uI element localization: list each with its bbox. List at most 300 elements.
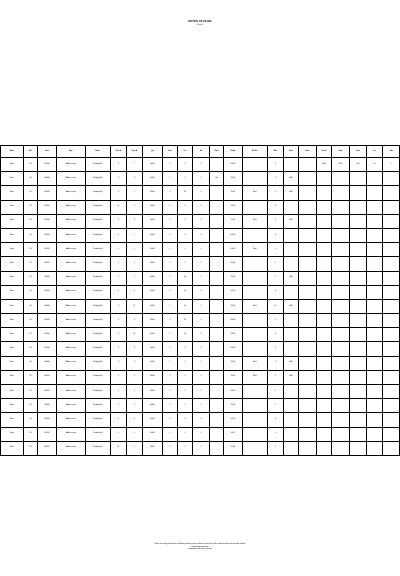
table-cell: 00 00 xyxy=(224,271,243,285)
table-cell: 0 xyxy=(383,158,400,172)
table-cell: 00 00 xyxy=(224,200,243,214)
column-header: Code B xyxy=(127,146,143,158)
table-cell: 0 xyxy=(127,285,143,299)
table-cell xyxy=(298,342,317,356)
table-cell xyxy=(366,257,383,271)
table-cell xyxy=(350,342,367,356)
table-row xyxy=(1,314,400,328)
table-cell: Name xyxy=(1,228,24,242)
column-header: Dur xyxy=(177,146,193,158)
table-cell xyxy=(383,385,400,399)
table-cell xyxy=(383,186,400,200)
table-cell: KS xyxy=(23,214,37,228)
table-cell: 00000 xyxy=(317,158,331,172)
table-cell: KS xyxy=(23,299,37,313)
table-cell xyxy=(366,441,383,455)
table-cell xyxy=(366,186,383,200)
table-cell: 0 xyxy=(267,385,284,399)
table-cell: Address entry xyxy=(56,441,85,455)
table-row xyxy=(1,356,400,370)
table-cell xyxy=(209,328,223,342)
table-cell: 0000 xyxy=(284,370,298,384)
table-cell: 0 xyxy=(177,399,193,413)
table-cell: 0 xyxy=(163,441,177,455)
table-cell xyxy=(209,186,223,200)
column-header: Units xyxy=(298,146,317,158)
table-cell: 00/00/0 xyxy=(38,200,57,214)
table-cell xyxy=(209,158,223,172)
table-cell xyxy=(284,228,298,242)
table-cell xyxy=(298,328,317,342)
table-cell xyxy=(298,228,317,242)
table-cell: Pend xyxy=(242,186,267,200)
footnote-line: Filing number and date xyxy=(191,545,209,548)
table-cell: 0 xyxy=(127,257,143,271)
table-cell: KS xyxy=(23,370,37,384)
table-cell: 0 xyxy=(193,441,210,455)
table-cell: Name xyxy=(1,328,24,342)
table-cell: Pending filed xyxy=(85,285,110,299)
table-cell: 0 xyxy=(163,271,177,285)
table-cell: Name xyxy=(1,200,24,214)
table-cell xyxy=(284,257,298,271)
table-cell xyxy=(298,243,317,257)
table-cell xyxy=(331,186,350,200)
table-cell xyxy=(317,186,331,200)
table-cell: 0 xyxy=(193,413,210,427)
table-cell: Name xyxy=(1,413,24,427)
table-cell: Address entry xyxy=(56,257,85,271)
column-header: Date xyxy=(38,146,57,158)
table-header-row xyxy=(1,146,400,158)
table-cell: 0000 xyxy=(284,172,298,186)
table-cell: 00000 xyxy=(224,228,243,242)
table-cell: 0 xyxy=(127,200,143,214)
table-cell xyxy=(331,328,350,342)
table-cell: 0 xyxy=(267,427,284,441)
table-cell xyxy=(242,257,267,271)
table-cell: 0 xyxy=(110,342,127,356)
table-cell xyxy=(298,314,317,328)
table-cell xyxy=(383,328,400,342)
table-cell: Address entry xyxy=(56,172,85,186)
table-cell: 00/00/0 xyxy=(38,158,57,172)
table-cell: Pending filed xyxy=(85,228,110,242)
table-cell: 00/00/0 xyxy=(38,186,57,200)
table-cell: 0 xyxy=(267,271,284,285)
table-cell: 0 xyxy=(193,285,210,299)
table-cell: Pending filed xyxy=(85,413,110,427)
table-cell: 0 xyxy=(163,342,177,356)
table-cell: 0 xyxy=(177,172,193,186)
column-header: Qty xyxy=(142,146,163,158)
table-cell xyxy=(331,385,350,399)
table-cell xyxy=(383,285,400,299)
table-cell: 0 xyxy=(163,158,177,172)
table-cell: 0 xyxy=(163,370,177,384)
table-cell: 00 xyxy=(177,299,193,313)
table-cell xyxy=(383,399,400,413)
table-cell: KS xyxy=(23,413,37,427)
table-cell: KS xyxy=(23,399,37,413)
table-cell xyxy=(350,257,367,271)
table-cell: 10 xyxy=(127,299,143,313)
table-cell xyxy=(383,441,400,455)
table-row xyxy=(1,342,400,356)
table-cell xyxy=(209,200,223,214)
table-cell xyxy=(366,172,383,186)
table-cell: Address entry xyxy=(56,328,85,342)
table-cell: 0000 xyxy=(284,214,298,228)
table-cell: 0 xyxy=(267,243,284,257)
table-cell: Pending filed xyxy=(85,299,110,313)
table-cell: 0 xyxy=(110,427,127,441)
table-cell: KS xyxy=(23,257,37,271)
table-cell xyxy=(284,243,298,257)
table-cell: 00 00 xyxy=(224,299,243,313)
table-cell: KS xyxy=(23,158,37,172)
table-cell: 00000 xyxy=(142,243,163,257)
table-cell: 00000 xyxy=(142,342,163,356)
table-cell: Pending filed xyxy=(85,356,110,370)
table-cell xyxy=(383,172,400,186)
table-cell: 0 xyxy=(193,200,210,214)
table-cell xyxy=(317,271,331,285)
table-cell xyxy=(242,413,267,427)
table-cell: 0000 xyxy=(284,356,298,370)
table-cell: Pending filed xyxy=(85,200,110,214)
table-cell xyxy=(298,172,317,186)
table-cell: 0 xyxy=(163,385,177,399)
table-cell xyxy=(284,314,298,328)
table-cell: 00000 xyxy=(142,186,163,200)
table-cell: 00000 xyxy=(142,399,163,413)
table-cell: Name xyxy=(1,172,24,186)
table-cell: 00000 xyxy=(142,370,163,384)
table-cell: 0 xyxy=(177,243,193,257)
table-cell xyxy=(242,228,267,242)
table-cell: 0 xyxy=(163,413,177,427)
table-cell: Address entry xyxy=(56,385,85,399)
document-title: NOTICE OF FILING xyxy=(188,20,212,23)
table-cell: 00/00/0 xyxy=(38,172,57,186)
table-cell: 0 xyxy=(193,158,210,172)
table-cell: Pending filed xyxy=(85,314,110,328)
table-cell xyxy=(366,299,383,313)
table-cell: Name xyxy=(1,370,24,384)
table-cell xyxy=(242,285,267,299)
table-cell xyxy=(350,271,367,285)
table-cell xyxy=(317,214,331,228)
table-cell: 0 xyxy=(127,413,143,427)
table-cell: Pend xyxy=(242,243,267,257)
table-cell: 00/00/0 xyxy=(38,385,57,399)
table-cell xyxy=(209,228,223,242)
table-cell xyxy=(242,314,267,328)
table-cell xyxy=(242,200,267,214)
table-cell: 0 xyxy=(163,399,177,413)
table-cell: 0 xyxy=(110,314,127,328)
table-cell xyxy=(383,314,400,328)
table-cell: Lien xyxy=(209,172,223,186)
table-cell: 00000 xyxy=(224,243,243,257)
column-header: Name xyxy=(1,146,24,158)
table-cell: 0 xyxy=(267,200,284,214)
table-cell: Name xyxy=(1,441,24,455)
table-cell: 1 xyxy=(127,228,143,242)
table-cell: 0 xyxy=(127,314,143,328)
table-cell: 00/00/0 xyxy=(38,243,57,257)
table-cell xyxy=(209,385,223,399)
table-cell xyxy=(298,370,317,384)
table-cell: 0 xyxy=(177,356,193,370)
table-cell: 0 xyxy=(110,243,127,257)
table-cell: 0 xyxy=(193,271,210,285)
table-cell xyxy=(366,370,383,384)
table-cell xyxy=(209,243,223,257)
table-cell: Name xyxy=(1,243,24,257)
table-cell: 00 00 xyxy=(224,399,243,413)
table-row xyxy=(1,413,400,427)
table-cell xyxy=(350,299,367,313)
table-cell: 0 xyxy=(127,385,143,399)
table-cell: 0 xyxy=(177,214,193,228)
table-cell: 0 xyxy=(127,342,143,356)
table-cell: 0 xyxy=(163,328,177,342)
table-cell xyxy=(298,441,317,455)
table-cell xyxy=(366,200,383,214)
table-cell xyxy=(331,257,350,271)
table-row xyxy=(1,200,400,214)
table-cell: 0 xyxy=(127,370,143,384)
column-header: Level xyxy=(284,146,298,158)
column-header: Amt xyxy=(163,146,177,158)
table-cell: 0 xyxy=(110,328,127,342)
table-cell: 0 xyxy=(110,299,127,313)
table-cell xyxy=(317,413,331,427)
table-cell xyxy=(383,200,400,214)
table-cell xyxy=(209,356,223,370)
table-cell xyxy=(209,314,223,328)
table-cell: Address entry xyxy=(56,299,85,313)
table-cell: Pending filed xyxy=(85,385,110,399)
column-header: Grade xyxy=(224,146,243,158)
table-cell: 00/00/0 xyxy=(38,342,57,356)
table-cell xyxy=(284,342,298,356)
table-cell: KS xyxy=(23,271,37,285)
table-cell: 0 xyxy=(163,172,177,186)
table-cell: Pending filed xyxy=(85,186,110,200)
table-row xyxy=(1,370,400,384)
table-cell: 0 xyxy=(267,228,284,242)
table-cell xyxy=(317,228,331,242)
table-cell: KS xyxy=(23,186,37,200)
table-cell: 0 xyxy=(177,228,193,242)
table-cell: 00000 xyxy=(142,285,163,299)
column-header: Sub xyxy=(383,146,400,158)
table-cell xyxy=(366,342,383,356)
table-cell xyxy=(284,385,298,399)
table-cell: 0 xyxy=(163,186,177,200)
table-cell: 0 xyxy=(193,427,210,441)
table-cell: 0 xyxy=(110,257,127,271)
table-cell xyxy=(209,413,223,427)
table-cell: 0 xyxy=(163,299,177,313)
table-cell: 00000 xyxy=(142,413,163,427)
table-cell: 0 xyxy=(163,427,177,441)
table-cell: 00/00/0 xyxy=(38,285,57,299)
table-cell xyxy=(298,186,317,200)
table-cell xyxy=(350,385,367,399)
table-cell: 0 xyxy=(193,385,210,399)
table-cell xyxy=(331,299,350,313)
table-cell xyxy=(366,314,383,328)
table-cell xyxy=(317,370,331,384)
table-cell xyxy=(383,356,400,370)
table-cell xyxy=(242,172,267,186)
table-cell xyxy=(383,342,400,356)
table-cell xyxy=(350,314,367,328)
table-cell: 00 00 xyxy=(224,370,243,384)
table-cell xyxy=(298,257,317,271)
table-cell: 0 xyxy=(267,399,284,413)
table-cell: 0 xyxy=(267,186,284,200)
table-cell xyxy=(298,214,317,228)
table-cell xyxy=(284,158,298,172)
table-cell: Address entry xyxy=(56,413,85,427)
table-cell xyxy=(331,356,350,370)
table-cell: 0 xyxy=(267,314,284,328)
table-cell xyxy=(366,214,383,228)
table-cell xyxy=(317,356,331,370)
table-cell: 0 xyxy=(163,243,177,257)
table-cell: 0 xyxy=(110,172,127,186)
table-cell: 0 xyxy=(193,299,210,313)
table-cell: Address entry xyxy=(56,370,85,384)
table-cell: 0 xyxy=(110,158,127,172)
table-cell: 0 xyxy=(110,271,127,285)
table-cell: Pending filed xyxy=(85,399,110,413)
table-cell: Address entry xyxy=(56,356,85,370)
table-cell: Name xyxy=(1,427,24,441)
table-cell: Address entry xyxy=(56,271,85,285)
table-cell: KS xyxy=(23,314,37,328)
table-cell xyxy=(366,243,383,257)
table-cell: 00/00/0 xyxy=(38,299,57,313)
table-cell xyxy=(366,413,383,427)
table-cell: 00000 xyxy=(142,427,163,441)
table-row xyxy=(1,271,400,285)
table-cell: 00/00/0 xyxy=(38,399,57,413)
table-cell: 0 xyxy=(110,399,127,413)
table-cell: Address entry xyxy=(56,186,85,200)
table-row xyxy=(1,399,400,413)
table-cell xyxy=(350,399,367,413)
table-cell xyxy=(242,441,267,455)
table-cell: 00/00/0 xyxy=(38,328,57,342)
table-cell: 0 xyxy=(177,342,193,356)
table-cell: Name xyxy=(1,271,24,285)
table-row xyxy=(1,328,400,342)
table-cell: 0 xyxy=(193,257,210,271)
table-cell: 0 xyxy=(110,228,127,242)
table-cell: KS xyxy=(23,172,37,186)
table-cell xyxy=(383,427,400,441)
table-cell xyxy=(209,271,223,285)
table-cell xyxy=(383,257,400,271)
table-cell: 0 xyxy=(110,186,127,200)
table-cell: Address entry xyxy=(56,200,85,214)
table-cell xyxy=(331,441,350,455)
table-cell: 00000 xyxy=(224,385,243,399)
table-cell: KS xyxy=(23,342,37,356)
table-cell: 00000 xyxy=(224,158,243,172)
table-cell xyxy=(350,228,367,242)
table-cell xyxy=(209,342,223,356)
table-cell xyxy=(298,271,317,285)
table-cell xyxy=(298,158,317,172)
table-cell: 0 xyxy=(110,370,127,384)
table-cell xyxy=(350,356,367,370)
table-cell xyxy=(383,243,400,257)
table-cell: Pend xyxy=(242,214,267,228)
table-row xyxy=(1,158,400,172)
table-cell: 0000 xyxy=(284,186,298,200)
column-header: Status xyxy=(85,146,110,158)
table-cell: Address entry xyxy=(56,243,85,257)
table-cell: Name xyxy=(1,257,24,271)
table-cell xyxy=(298,427,317,441)
table-cell xyxy=(209,299,223,313)
table-cell: 00/00/0 xyxy=(38,228,57,242)
table-cell: 0 xyxy=(127,356,143,370)
table-cell: KS xyxy=(23,328,37,342)
table-cell: 00000 xyxy=(142,271,163,285)
table-cell: 0 xyxy=(163,314,177,328)
table-cell: 00 xyxy=(366,158,383,172)
table-cell xyxy=(331,271,350,285)
table-cell: 0 xyxy=(267,370,284,384)
table-cell: Address entry xyxy=(56,314,85,328)
table-cell: 00 xyxy=(127,328,143,342)
table-cell: 00000 xyxy=(142,200,163,214)
table-cell xyxy=(350,243,367,257)
table-cell: 0 xyxy=(193,370,210,384)
table-cell: 00 xyxy=(177,186,193,200)
table-cell xyxy=(366,228,383,242)
table-cell xyxy=(242,158,267,172)
table-cell xyxy=(350,285,367,299)
column-header: Type xyxy=(56,146,85,158)
table-cell: 0 xyxy=(163,285,177,299)
table-cell: 00 00 xyxy=(224,413,243,427)
table-cell: 00/00/0 xyxy=(38,356,57,370)
table-row xyxy=(1,186,400,200)
table-cell xyxy=(350,214,367,228)
table-cell xyxy=(317,399,331,413)
table-cell: 1 xyxy=(127,158,143,172)
table-cell: Address entry xyxy=(56,158,85,172)
table-row xyxy=(1,214,400,228)
table-cell: Address entry xyxy=(56,427,85,441)
table-cell: 00 xyxy=(177,271,193,285)
table-cell: KS xyxy=(23,385,37,399)
table-cell xyxy=(209,441,223,455)
table-cell: KS xyxy=(23,441,37,455)
table-cell: 0 xyxy=(110,413,127,427)
table-cell xyxy=(383,370,400,384)
table-cell: 0 xyxy=(127,427,143,441)
